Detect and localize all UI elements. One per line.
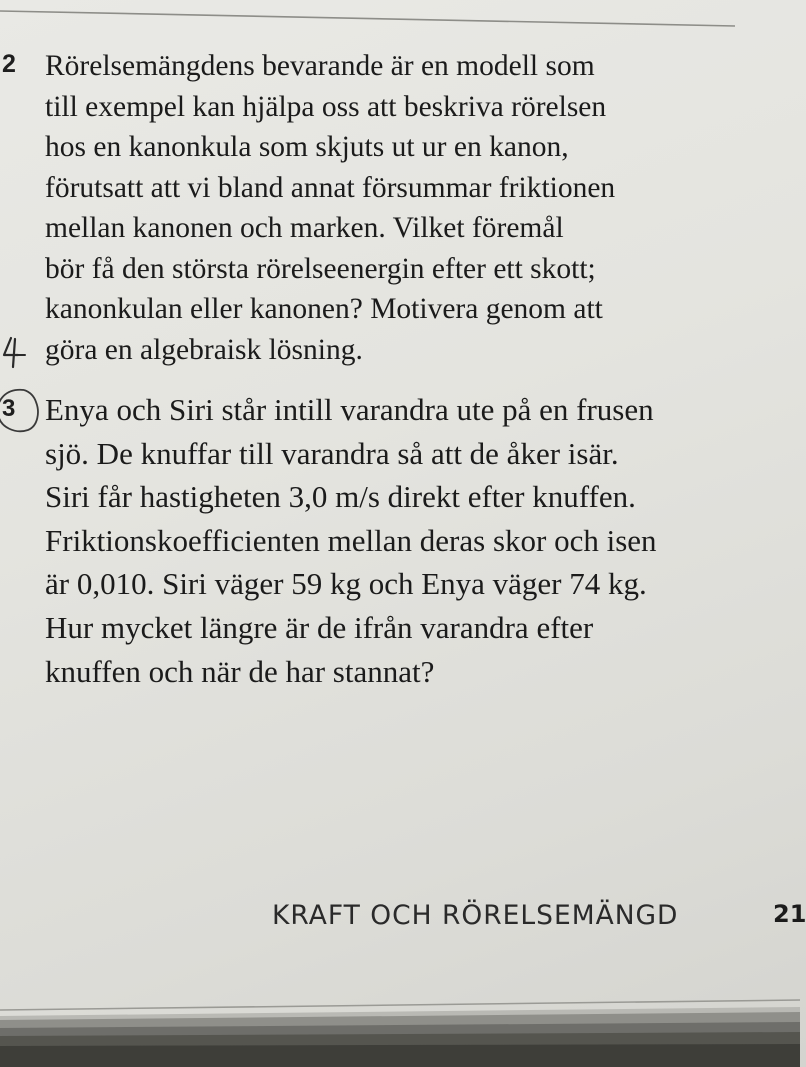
- problem-text-line: mellan kanonen och marken. Vilket föremål: [45, 212, 564, 244]
- problem-text-line: bör få den största rörelseenergin efter ett skott;: [45, 252, 596, 285]
- problem-text: [45, 46, 615, 370]
- chapter-title: KRAFT OCH RÖRELSEMÄNGD: [272, 900, 679, 931]
- problem-text-line: Siri får hastigheten 3,0 m/s direkt efter knuffen.: [45, 479, 636, 515]
- problem-text-line: hos en kanonkula som skjuts ut ur en kanon,: [45, 131, 569, 163]
- problem-text-line: förutsatt att vi bland annat försummar friktionen: [45, 171, 616, 204]
- problem-text-line: kanonkulan eller kanonen? Motivera genom att: [45, 293, 603, 325]
- problem-text: [45, 388, 657, 693]
- problem-text-line: Hur mycket längre är de ifrån varandra efter: [45, 609, 594, 645]
- page-number: 21: [773, 900, 806, 928]
- problem-text-line: Enya och Siri står intill varandra ute på en frusen: [45, 392, 654, 427]
- top-divider-line: [0, 8, 735, 30]
- problem-number: 2: [2, 50, 16, 78]
- problem-text-line: sjö. De knuffar till varandra så att de åker isär.: [45, 435, 619, 471]
- problem-text-line: till exempel kan hjälpa oss att beskriva rörelsen: [45, 90, 607, 123]
- problem-text-line: är 0,010. Siri väger 59 kg och Enya väger 74 kg.: [45, 566, 647, 602]
- margin-level-mark: [2, 335, 26, 369]
- problem-text-line: göra en algebraisk lösning.: [45, 333, 363, 366]
- problem-number: 3: [2, 395, 16, 422]
- problem-text-line: knuffen och när de har stannat?: [45, 653, 435, 689]
- problem-text-line: Friktionskoefficienten mellan deras skor och isen: [45, 522, 657, 558]
- problem-text-line: Rörelsemängdens bevarande är en modell som: [45, 50, 595, 82]
- book-page-edges: [0, 990, 800, 1067]
